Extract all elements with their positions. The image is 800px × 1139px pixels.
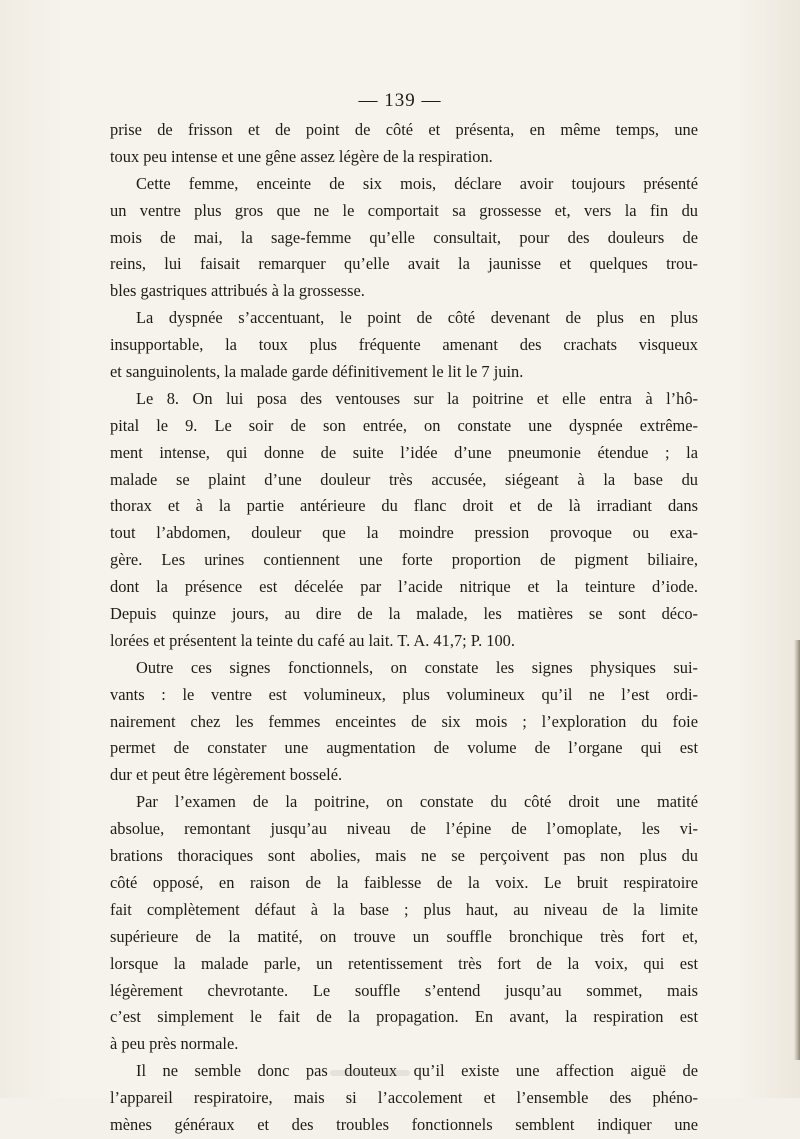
text-line: lorées et présentent la teinte du café au lait. T. A. 41,7; P. 100. bbox=[110, 630, 515, 650]
text-line: pital le 9. Le soir de son entrée, on constate une dyspnée extrême- bbox=[110, 415, 698, 435]
text-line: mènes généraux et des troubles fonctionnels semblent indiquer une bbox=[110, 1114, 698, 1134]
text-line: côté opposé, en raison de la faiblesse de la voix. Le bruit respiratoire bbox=[110, 872, 698, 892]
text-line: à peu près normale. bbox=[110, 1034, 239, 1054]
text-line: mois de mai, la sage-femme qu’elle consultait, pour des douleurs de bbox=[110, 227, 698, 247]
text-line: reins, lui faisait remarquer qu’elle avait la jaunisse et quelques trou- bbox=[110, 254, 698, 274]
text-line: permet de constater une augmentation de volume de l’organe qui est bbox=[110, 738, 698, 758]
text-line: tout l’abdomen, douleur que la moindre pression provoque ou exa- bbox=[110, 523, 698, 543]
text-line: thorax et à la partie antérieure du flanc droit et de là irradiant dans bbox=[110, 496, 698, 516]
body-text bbox=[110, 117, 698, 1139]
text-line: dur et peut être légèrement bosselé. bbox=[110, 765, 343, 785]
text-line: nairement chez les femmes enceintes de six mois ; l’exploration du foie bbox=[110, 711, 698, 731]
text-line: bles gastriques attribués à la grossesse. bbox=[110, 281, 365, 301]
text-line: insupportable, la toux plus fréquente amenant des crachats visqueux bbox=[110, 335, 698, 355]
text-line: c’est simplement le fait de la propagation. En avant, la respiration est bbox=[110, 1007, 698, 1027]
text-line: toux peu intense et une gêne assez légère de la respiration. bbox=[110, 146, 493, 166]
text-line: un ventre plus gros que ne le comportait sa grossesse et, vers la fin du bbox=[110, 200, 698, 220]
text-line: vants : le ventre est volumineux, plus volumineux qu’il ne l’est ordi- bbox=[110, 684, 698, 704]
text-line: Outre ces signes fonctionnels, on constate les signes physiques sui- bbox=[136, 657, 698, 677]
text-line: Cette femme, enceinte de six mois, déclare avoir toujours présenté bbox=[136, 173, 698, 193]
text-line: l’appareil respiratoire, mais si l’accolement et l’ensemble des phéno- bbox=[110, 1088, 698, 1108]
text-line: malade se plaint d’une douleur très accusée, siégeant à la base du bbox=[110, 469, 698, 489]
text-line: brations thoraciques sont abolies, mais ne se perçoivent pas non plus du bbox=[110, 846, 698, 866]
page-number: — 139 — bbox=[358, 90, 442, 111]
text-line: dont la présence est décelée par l’acide nitrique et la teinture d’iode. bbox=[110, 577, 698, 597]
text-line: légèrement chevrotante. Le souffle s’entend jusqu’au sommet, mais bbox=[110, 980, 698, 1000]
text-line: La dyspnée s’accentuant, le point de côté devenant de plus en plus bbox=[136, 308, 698, 328]
print-smudge bbox=[330, 1070, 410, 1076]
text-line: absolue, remontant jusqu’au niveau de l’épine de l’omoplate, les vi- bbox=[110, 819, 698, 839]
text-line: supérieure de la matité, on trouve un souffle bronchique très fort et, bbox=[110, 926, 698, 946]
page-edge-shadow bbox=[794, 640, 800, 1060]
text-line: Par l’examen de la poitrine, on constate du côté droit une matité bbox=[136, 792, 698, 812]
text-line: lorsque la malade parle, un retentissement très fort de la voix, qui est bbox=[110, 953, 698, 973]
text-line: et sanguinolents, la malade garde définitivement le lit le 7 juin. bbox=[110, 362, 524, 382]
text-line: Depuis quinze jours, au dire de la malade, les matières se sont déco- bbox=[110, 604, 698, 624]
text-line: Le 8. On lui posa des ventouses sur la poitrine et elle entra à l’hô- bbox=[136, 388, 698, 408]
text-line: gère. Les urines contiennent une forte proportion de pigment biliaire, bbox=[110, 550, 698, 570]
text-line: fait complètement défaut à la base ; plus haut, au niveau de la limite bbox=[110, 899, 698, 919]
text-line: ment intense, qui donne de suite l’idée d’une pneumonie étendue ; la bbox=[110, 442, 698, 462]
text-line: Il ne semble donc pas douteux qu’il existe une affection aiguë de bbox=[136, 1061, 698, 1081]
text-line: prise de frisson et de point de côté et présenta, en même temps, une bbox=[110, 120, 698, 139]
